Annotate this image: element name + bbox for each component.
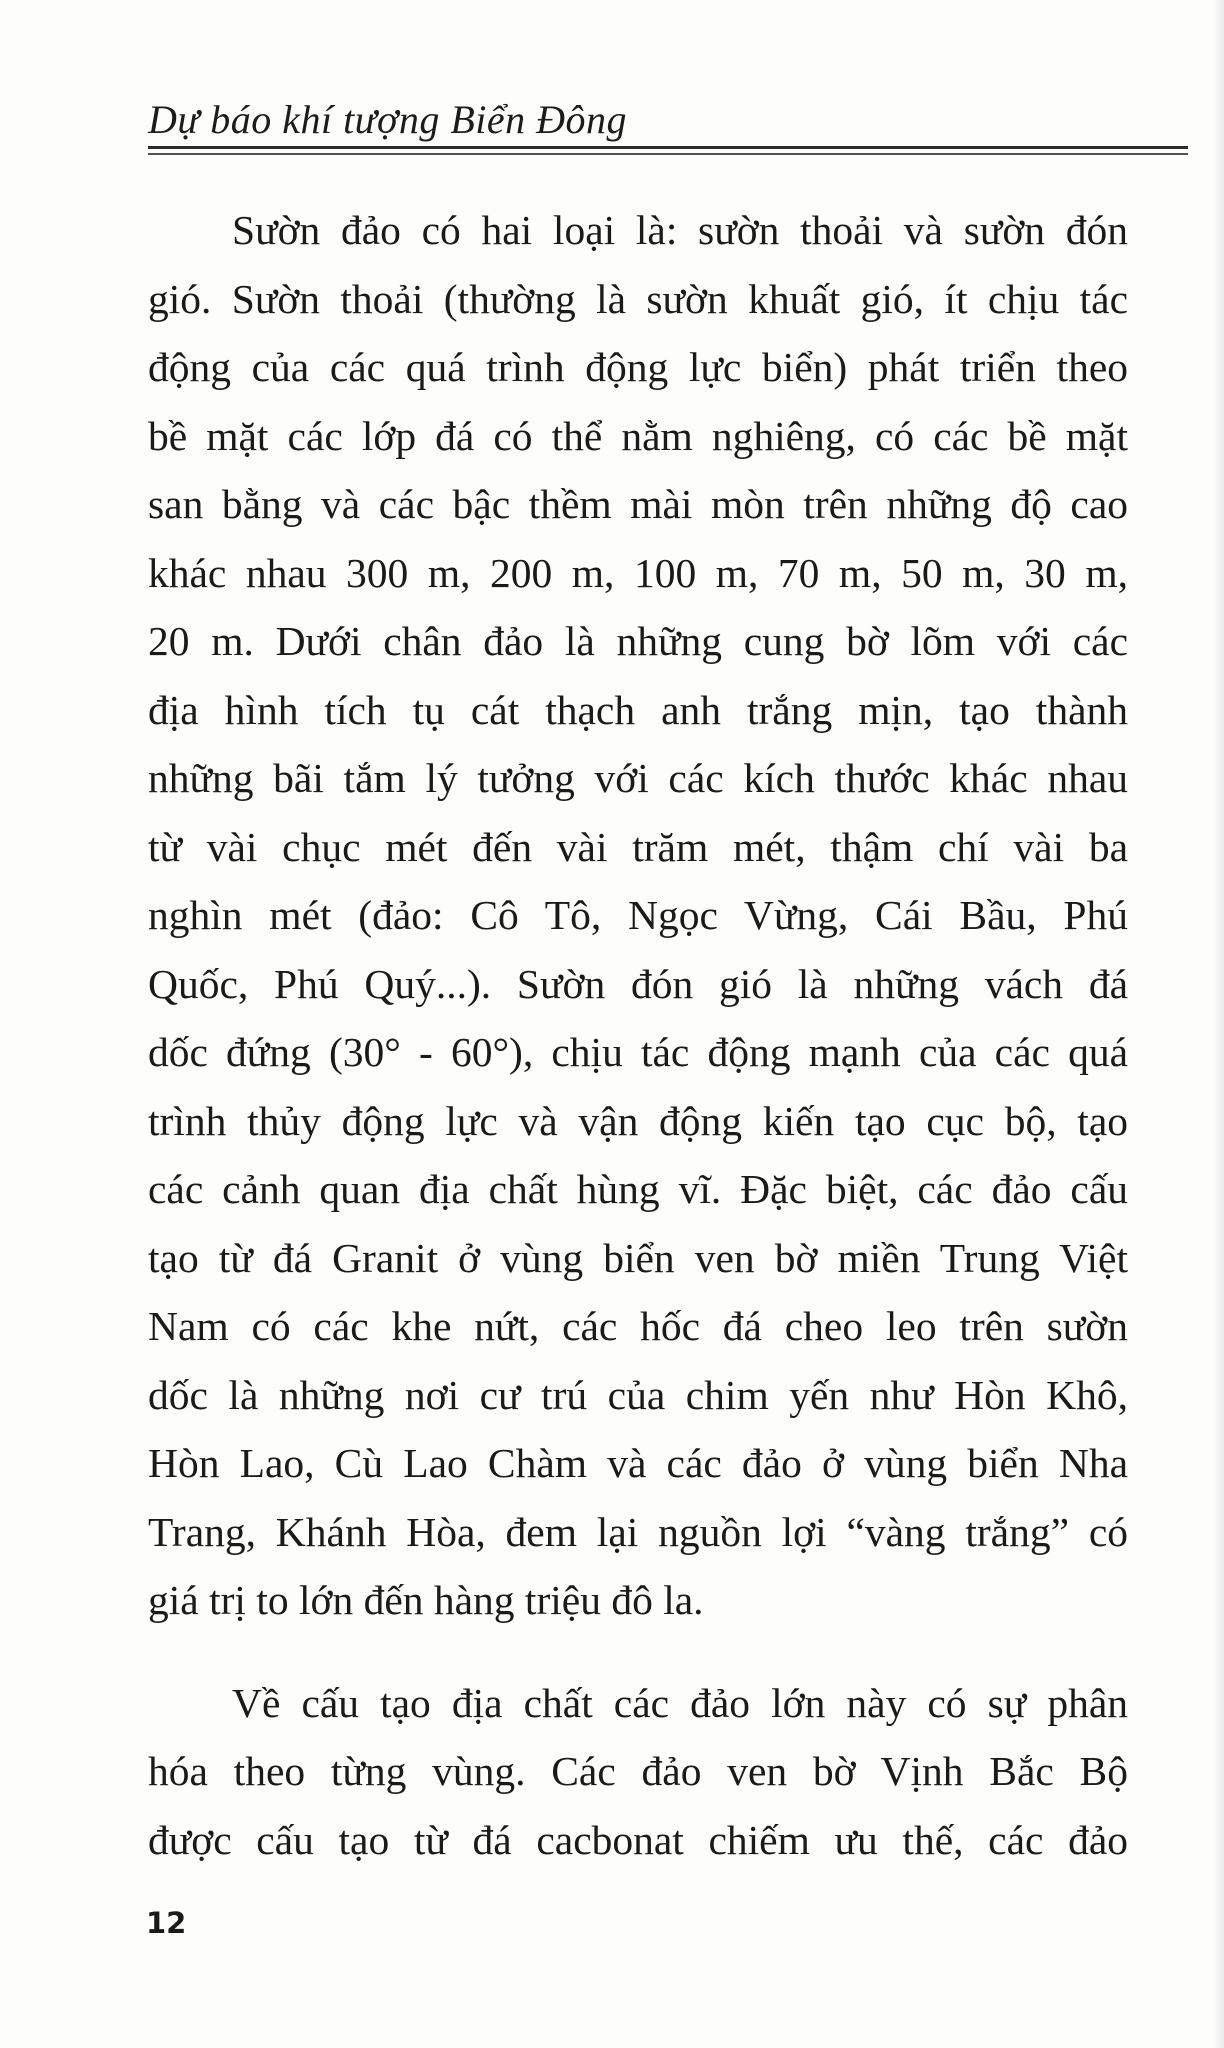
text-line: trình thủy động lực và vận động kiến tạo cục bộ, tạo [148, 1097, 1128, 1144]
text-line: Trang, Khánh Hòa, đem lại nguồn lợi “vàng trắng” có [148, 1508, 1128, 1555]
text-line: Sườn đảo có hai loại là: sườn thoải và sườn đón [232, 207, 1128, 253]
text-line: động của các quá trình động lực biển) phát triển theo [148, 344, 1128, 390]
text-line: 20 m. Dưới chân đảo là những cung bờ lõm với các [148, 618, 1128, 664]
paragraph-spacer [148, 1635, 1128, 1669]
paragraph-1 [148, 196, 1128, 1635]
page-header [148, 96, 1188, 156]
text-line: dốc đứng (30° - 60°), chịu tác động mạnh của các quá [148, 1029, 1128, 1075]
text-line: giá trị to lớn đến hàng triệu đô la. [148, 1577, 704, 1623]
text-line: khác nhau 300 m, 200 m, 100 m, 70 m, 50 m, 30 m, [148, 549, 1128, 596]
text-line: Nam có các khe nứt, các hốc đá cheo leo trên sườn [148, 1303, 1128, 1349]
text-line: san bằng và các bậc thềm mài mòn trên những độ cao [148, 481, 1128, 527]
text-line: Hòn Lao, Cù Lao Chàm và các đảo ở vùng biển Nha [148, 1440, 1128, 1486]
text-line: hóa theo từng vùng. Các đảo ven bờ Vịnh Bắc Bộ [148, 1748, 1128, 1794]
text-line: gió. Sườn thoải (thường là sườn khuất gió, ít chịu tác [148, 275, 1128, 322]
text-line: các cảnh quan địa chất hùng vĩ. Đặc biệt, các đảo cấu [148, 1166, 1128, 1212]
text-line: Quốc, Phú Quý...). Sườn đón gió là những vách đá [148, 960, 1128, 1007]
header-rule [148, 146, 1188, 149]
text-line: dốc là những nơi cư trú của chim yến như Hòn Khô, [148, 1371, 1128, 1418]
text-line: nghìn mét (đảo: Cô Tô, Ngọc Vừng, Cái Bầu, Phú [148, 892, 1128, 938]
text-line: được cấu tạo từ đá cacbonat chiếm ưu thế, các đảo [148, 1816, 1128, 1863]
text-line: Về cấu tạo địa chất các đảo lớn này có sự phân [232, 1679, 1128, 1726]
text-line: từ vài chục mét đến vài trăm mét, thậm chí vài ba [148, 823, 1128, 870]
page-number: 12 [146, 1906, 187, 1940]
body-text [148, 196, 1128, 1874]
header-rule-thin [148, 153, 1188, 155]
page-edge-shadow [1214, 0, 1224, 2048]
running-title: Dự báo khí tượng Biển Đông [148, 97, 628, 142]
text-line: những bãi tắm lý tưởng với các kích thước khác nhau [148, 755, 1128, 801]
text-line: tạo từ đá Granit ở vùng biển ven bờ miền Trung Việt [148, 1234, 1128, 1281]
paragraph-2 [148, 1669, 1128, 1875]
text-line: bề mặt các lớp đá có thể nằm nghiêng, có các bề mặt [148, 412, 1128, 459]
text-line: địa hình tích tụ cát thạch anh trắng mịn, tạo thành [148, 686, 1128, 733]
